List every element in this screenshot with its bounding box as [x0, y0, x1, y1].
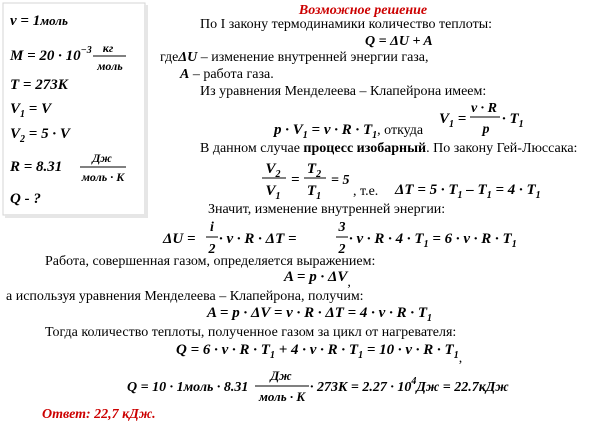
given-nu: ν = 1моль: [10, 13, 68, 29]
given-m-unit-num: кг: [102, 41, 114, 55]
first-law-intro: По I закону термодинамики количество теплоты:: [200, 17, 493, 32]
numeric-evaluation: [127, 368, 509, 404]
answer: Ответ: 22,7 кДж.: [42, 407, 156, 422]
given-r-unit-num: Дж: [92, 151, 112, 165]
given-unknown: Q - ?: [10, 191, 41, 207]
given-m-unit-den: моль: [97, 59, 123, 73]
v1-formula-lhs: $V_1$ =: [439, 111, 467, 130]
work-equation-expanded: $A = p \cdot \Delta V = \nu \cdot R \cdot \Delta T = 4 \cdot \nu \cdot R \cdot T_1$: [207, 305, 433, 324]
gl-num: $V_2$: [265, 161, 281, 180]
delta-t-equation: $\Delta T = 5 \cdot T_1 - T_1 = 4 \cdot T_1$: [395, 182, 541, 201]
heat-equation: $Q = 6 \cdot \nu \cdot R \cdot T_1 + 4 \cdot \nu \cdot R \cdot T_1 = 10 \cdot \nu \cdot R \cdot T_1$,: [176, 342, 463, 366]
mk-intro: Из уравнения Менделеева – Клапейрона имеем:: [200, 84, 487, 99]
given-molar-mass: $M = 20 \cdot 10^{-3}$: [10, 45, 92, 64]
mk-equation: $p \cdot V_1 = \nu \cdot R \cdot T_1$, откуда: [274, 122, 424, 141]
gl-num2: $T_2$: [306, 161, 322, 180]
gay-lussac-equation: [262, 161, 378, 202]
numeric-frac-den: моль · K: [258, 389, 306, 404]
gl-eq: =: [291, 172, 300, 188]
du-lhs: ΔU =: [163, 231, 196, 247]
given-v1: $V_1 = V$: [10, 101, 52, 120]
du-frac2-num: 3: [338, 220, 346, 235]
v1-formula-tail: · $T_1$: [502, 111, 524, 130]
a-definition: A – работа газа.: [180, 67, 274, 82]
du-mid: · ν · R · ΔT =: [219, 231, 297, 247]
numeric-a: Q = 10 · 1моль · 8.31: [127, 380, 249, 395]
du-frac1-num: i: [210, 220, 214, 235]
work-intro: Работа, совершенная газом, определяется выражением:: [45, 254, 376, 269]
given-temperature: T = 273K: [10, 77, 68, 93]
numeric-b: · $273K = 2.27 \cdot 10^4Дж = 22.7кДж$: [310, 376, 509, 395]
du-tail: · $\nu \cdot R \cdot 4 \cdot T_1 = 6 \cdot \nu \cdot R \cdot T_1$: [349, 231, 517, 250]
gl-te: , т.е.: [353, 184, 379, 199]
heat-intro: Тогда количество теплоты, полученное газом за цикл от нагревателя:: [45, 325, 457, 340]
first-law-equation: Q = ΔU + A: [365, 34, 433, 49]
given-gas-constant: R = 8.31: [10, 159, 63, 175]
v1-frac-num: ν · R: [470, 101, 498, 116]
gl-five: = 5: [331, 173, 350, 188]
given-panel: [3, 3, 148, 218]
work-equation: A = p · ΔV,: [284, 269, 351, 290]
internal-energy-equation: [162, 220, 517, 257]
numeric-frac-num: Дж: [270, 368, 292, 383]
v1-frac-den: p: [482, 122, 490, 137]
internal-energy-intro: Значит, изменение внутренней энергии:: [208, 202, 446, 217]
given-panel-shadow-bottom: [5, 214, 148, 218]
du-frac2-den: 2: [338, 242, 346, 257]
given-r-unit-den: моль · K: [81, 170, 125, 184]
du-frac1-den: 2: [208, 242, 216, 257]
given-v2: $V_2 = 5 \cdot V$: [10, 126, 70, 145]
given-panel-shadow: [144, 5, 148, 217]
du-definition: гдеΔU – изменение внутренней энергии газа,: [160, 50, 429, 65]
isobaric-line: В данном случае процесс изобарный. По закону Гей-Люссака:: [200, 141, 578, 156]
gl-den2: $T_1$: [306, 183, 322, 202]
work-mk-intro: а используя уравнения Менделеева – Клапейрона, получим:: [6, 289, 364, 304]
gl-den: $V_1$: [265, 183, 281, 202]
solution-title: Возможное решение: [298, 3, 428, 18]
